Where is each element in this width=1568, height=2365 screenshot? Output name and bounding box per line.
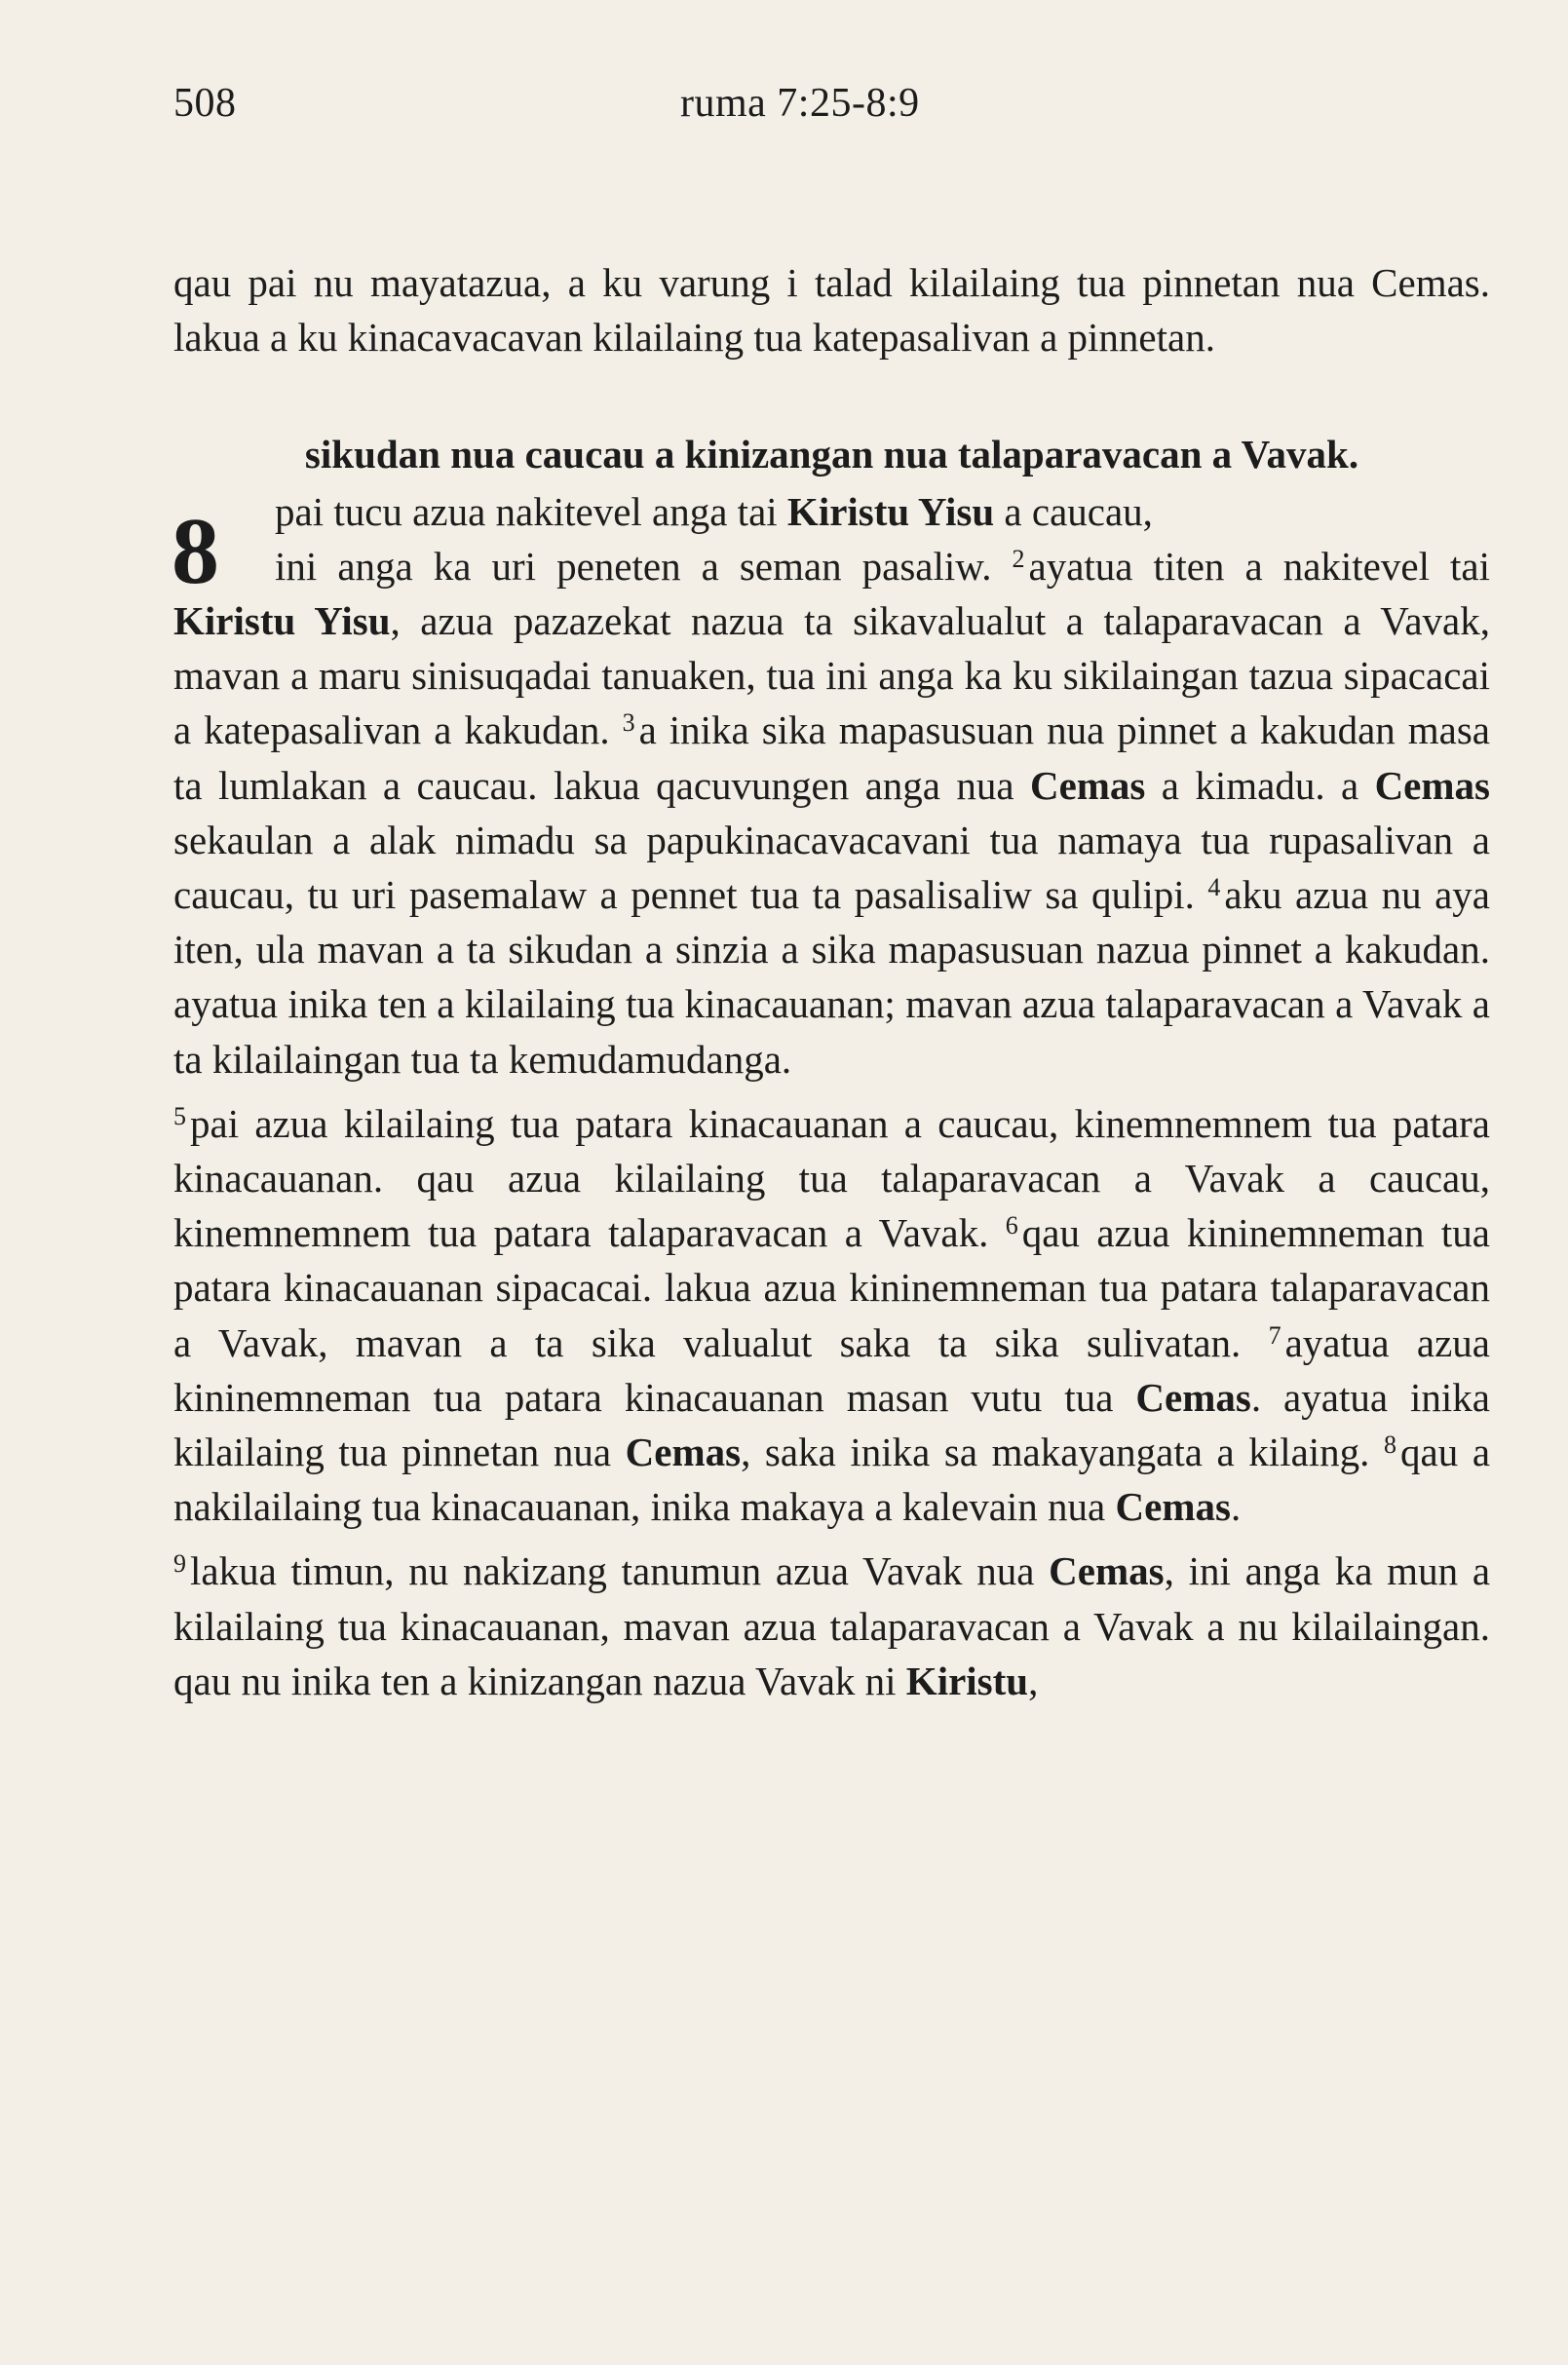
- bold-name: Cemas: [1049, 1548, 1165, 1594]
- verse-3-text-2: a kimadu. a: [1161, 762, 1359, 808]
- verse-9-text-2: , ini anga ka mun a kilailaing tua kinacauanan, mavan azua talaparavacan a Vavak a nu kilailaingan. qau nu inika ten a kinizangan nazua Vavak ni: [173, 1548, 1491, 1703]
- verse-number: 7: [1268, 1320, 1281, 1350]
- verse-8-text-end: .: [1230, 1484, 1242, 1530]
- paragraph-verse-9: [173, 1544, 1490, 1708]
- verse-number: 2: [1012, 544, 1025, 573]
- bold-name: Cemas: [625, 1430, 742, 1475]
- verse-number: 4: [1207, 873, 1221, 902]
- bold-name: Kiristu Yisu: [173, 598, 391, 644]
- intro-paragraph: qau pai nu mayatazua, a ku varung i talad kilailaing tua pinnetan nua Cemas. lakua a ku kinacavacavan kilailaing tua katepasalivan a pinnetan.: [173, 260, 1490, 361]
- verse-number: 8: [1384, 1430, 1397, 1460]
- verse-number: 5: [173, 1101, 186, 1130]
- running-header: [173, 80, 1490, 140]
- running-title: ruma 7:25-8:9: [680, 81, 920, 126]
- chapter-lead-text: [173, 489, 1153, 534]
- bold-name: Cemas: [1374, 762, 1490, 808]
- verse-number: 9: [173, 1549, 186, 1579]
- verse-3-text: a inika sika mapasusuan nua pinnet a kakudan masa ta lumlakan a caucau. lakua qacuvungen anga nua: [173, 707, 1491, 808]
- paragraph-verses-5-8: [173, 1096, 1490, 1535]
- page-number: 508: [173, 81, 237, 126]
- bold-name: Cemas: [1115, 1484, 1231, 1530]
- chapter-number: 8: [172, 498, 219, 604]
- verse-5-text: pai azua kilailaing tua patara kinacauanan a caucau, kinemnemnem tua patara kinacauanan. qau azua kilailaing tua talaparavacan a Vavak a caucau, kinemnemnem tua patara talaparavacan a Vavak.: [173, 1100, 1490, 1256]
- verse-2-text-end: , azua pazazekat nazua ta sikavalualut a talaparavacan a Vavak, mavan a maru sinisuqadai tanuaken, tua ini anga ka ku sikilaingan tazua sipacacai a katepasalivan a kakudan.: [173, 598, 1491, 753]
- verse-9-text-end: ,: [1028, 1658, 1039, 1703]
- verse-number: 3: [622, 708, 635, 738]
- bold-name: Kiristu Yisu: [786, 488, 995, 534]
- verse-1-text: pai tucu azua nakitevel anga tai: [275, 488, 778, 534]
- verse-7-text-2: . ayatua inika kilailaing tua pinnetan nua: [173, 1374, 1490, 1475]
- bold-name: Cemas: [1135, 1374, 1251, 1420]
- chapter-8-block: [173, 484, 1490, 1087]
- verse-7-text-3: , saka inika sa makayangata a kilaing.: [741, 1430, 1370, 1475]
- chapter-paragraph-1: [173, 484, 1490, 1087]
- verse-6-text: qau azua kininemneman tua patara kinacauanan sipacacai. lakua azua kininemneman tua patara talaparavacan a Vavak, mavan a ta sika valualut saka ta sika sulivatan.: [173, 1210, 1490, 1365]
- bold-name: Kiristu: [905, 1658, 1029, 1703]
- verse-4-text: aku azua nu aya iten, ula mavan a ta sikudan a sinzia a sika mapasusuan nazua pinnet a kakudan. ayatua inika ten a kilailaing tua kinacauanan; mavan azua talaparavacan a Vavak a ta kilailaingan tua ta kemudamudanga.: [173, 872, 1490, 1082]
- verse-9-text: lakua timun, nu nakizang tanumun azua Vavak nua: [190, 1548, 1035, 1594]
- verse-number: 6: [1005, 1211, 1018, 1240]
- section-heading: sikudan nua caucau a kinizangan nua talaparavacan a Vavak.: [304, 432, 1359, 477]
- verse-8-text: qau a nakilailaing tua kinacauanan, inika makaya a kalevain nua: [173, 1430, 1491, 1530]
- verse-1-text-2: ini anga ka uri peneten a seman pasaliw.: [275, 543, 992, 589]
- verse-2-text: ayatua titen a nakitevel tai: [1028, 543, 1490, 589]
- verse-3-text-3: sekaulan a alak nimadu sa papukinacavacavani tua namaya tua rupasalivan a caucau, tu uri pasemalaw a pennet tua ta pasalisaliw sa qulipi.: [173, 817, 1490, 918]
- verse-7-text: ayatua azua kininemneman tua patara kinacauanan masan vutu tua: [173, 1319, 1491, 1420]
- verse-1-text-end: a caucau,: [1004, 488, 1153, 534]
- bold-name: Cemas: [1029, 762, 1146, 808]
